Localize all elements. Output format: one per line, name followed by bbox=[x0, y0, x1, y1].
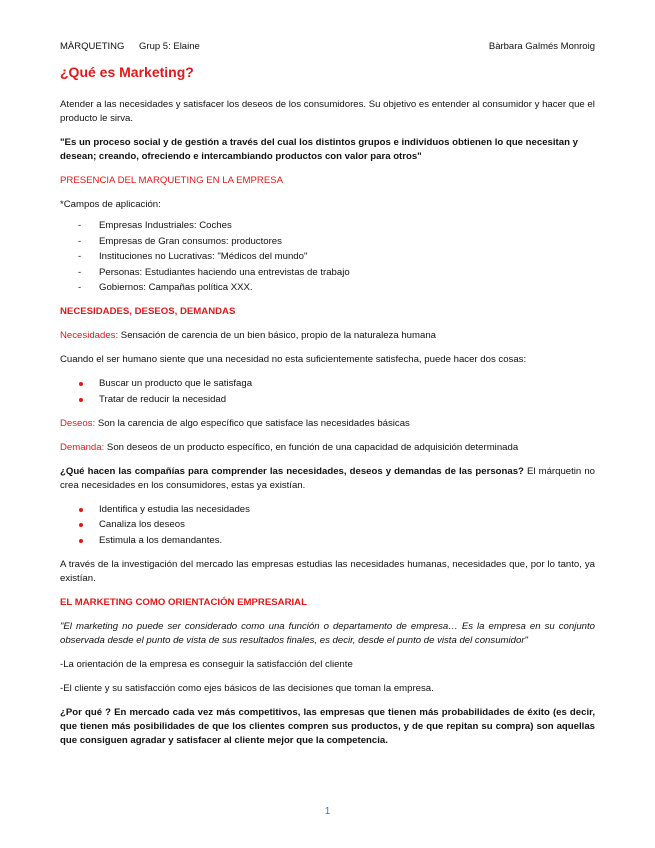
actions-list bbox=[60, 503, 595, 548]
wants-definition bbox=[60, 417, 595, 431]
page-title: ¿Qué es Marketing? bbox=[60, 64, 194, 80]
fields-list bbox=[60, 219, 595, 295]
header-left bbox=[60, 41, 200, 52]
intro-paragraph: Atender a las necesidades y satisfacer los deseos de los consumidores. Su objetivo es entender al consumidor y hacer que el producto le sirva. bbox=[60, 99, 595, 124]
list-item: - Empresas de Gran consumos: productores bbox=[60, 235, 595, 249]
list-item: Estimula a los demandantes. bbox=[60, 534, 595, 548]
fields-label: *Campos de aplicación: bbox=[60, 199, 161, 210]
demand-label: Demanda: bbox=[60, 441, 105, 453]
question-paragraph bbox=[60, 465, 595, 493]
wants-text: Son la carencia de algo específico que satisface las necesidades básicas bbox=[95, 417, 410, 429]
header-author: Bàrbara Galmés Monroig bbox=[488, 41, 595, 52]
needs-definition bbox=[60, 329, 595, 343]
question-rest: El márquetin no crea necesidades en los consumidores, estas ya existían. bbox=[60, 465, 595, 491]
orientation-point-1: -La orientación de la empresa es conseguir la satisfacción del cliente bbox=[60, 658, 353, 670]
heading-needs: NECESIDADES, DESEOS, DEMANDAS bbox=[60, 306, 236, 317]
orientation-quote: "El marketing no puede ser considerado como una función o departamento de empresa… Es la empresa en su conjunto observada desde el punto de vista de sus resultados finales, es decir, desde el punto de vista del consumidor" bbox=[60, 620, 595, 646]
list-item: - Gobiernos: Campañas política XXX. bbox=[60, 281, 595, 295]
demand-definition bbox=[60, 441, 595, 455]
heading-orientation: EL MARKETING COMO ORIENTACIÓN EMPRESARIAL bbox=[60, 596, 307, 608]
header-group: Grup 5: Elaine bbox=[139, 41, 200, 52]
list-item: Identifica y estudia las necesidades bbox=[60, 503, 595, 517]
demand-text: Son deseos de un producto específico, en función de una capacidad de adquisición determinada bbox=[104, 441, 519, 453]
list-item: - Instituciones no Lucrativas: "Médicos del mundo" bbox=[60, 250, 595, 264]
why-paragraph: ¿Por qué ? En mercado cada vez más competitivos, las empresas que tienen más probabilidades de éxito (es decir, que tienen más posibilidades de que los clientes compren sus productos, y de que repitan su compra) son aquellas que consiguen agradar y satisfacer al cliente mejor que la competencia. bbox=[60, 706, 595, 746]
unsatisfied-paragraph: Cuando el ser humano siente que una necesidad no esta suficientemente satisfecha, puede hacer dos cosas: bbox=[60, 354, 527, 365]
list-item: - Personas: Estudiantes haciendo una entrevistas de trabajo bbox=[60, 266, 595, 280]
research-paragraph: A través de la investigación del mercado las empresas estudias las necesidades humanas, necesidades que, por lo tanto, ya existían. bbox=[60, 558, 595, 584]
header-subject: MÀRQUETING bbox=[60, 41, 125, 52]
definition-quote: "Es un proceso social y de gestión a través del cual los distintos grupos e individuos obtienen lo que necesitan y desean; creando, ofreciendo e intercambiando productos con valor para otros" bbox=[60, 137, 578, 162]
needs-label: Necesidades: bbox=[60, 330, 119, 341]
orientation-point-2: -El cliente y su satisfacción como ejes básicos de las decisiones que toman la empresa. bbox=[60, 682, 434, 694]
list-item: Tratar de reducir la necesidad bbox=[60, 393, 595, 407]
options-list bbox=[60, 377, 595, 407]
list-item: Buscar un producto que le satisfaga bbox=[60, 377, 595, 391]
needs-text: Sensación de carencia de un bien básico, propio de la naturaleza humana bbox=[118, 330, 437, 341]
wants-label: Deseos: bbox=[60, 417, 96, 429]
list-item: Canaliza los deseos bbox=[60, 518, 595, 532]
list-item: - Empresas Industriales: Coches bbox=[60, 219, 595, 233]
page-header bbox=[60, 41, 595, 52]
document-body bbox=[60, 63, 595, 758]
heading-presence: PRESENCIA DEL MARQUETING EN LA EMPRESA bbox=[60, 175, 284, 186]
question-bold: ¿Qué hacen las compañías para comprender las necesidades, deseos y demandas de las personas? bbox=[60, 465, 524, 477]
page-number: 1 bbox=[324, 806, 331, 817]
